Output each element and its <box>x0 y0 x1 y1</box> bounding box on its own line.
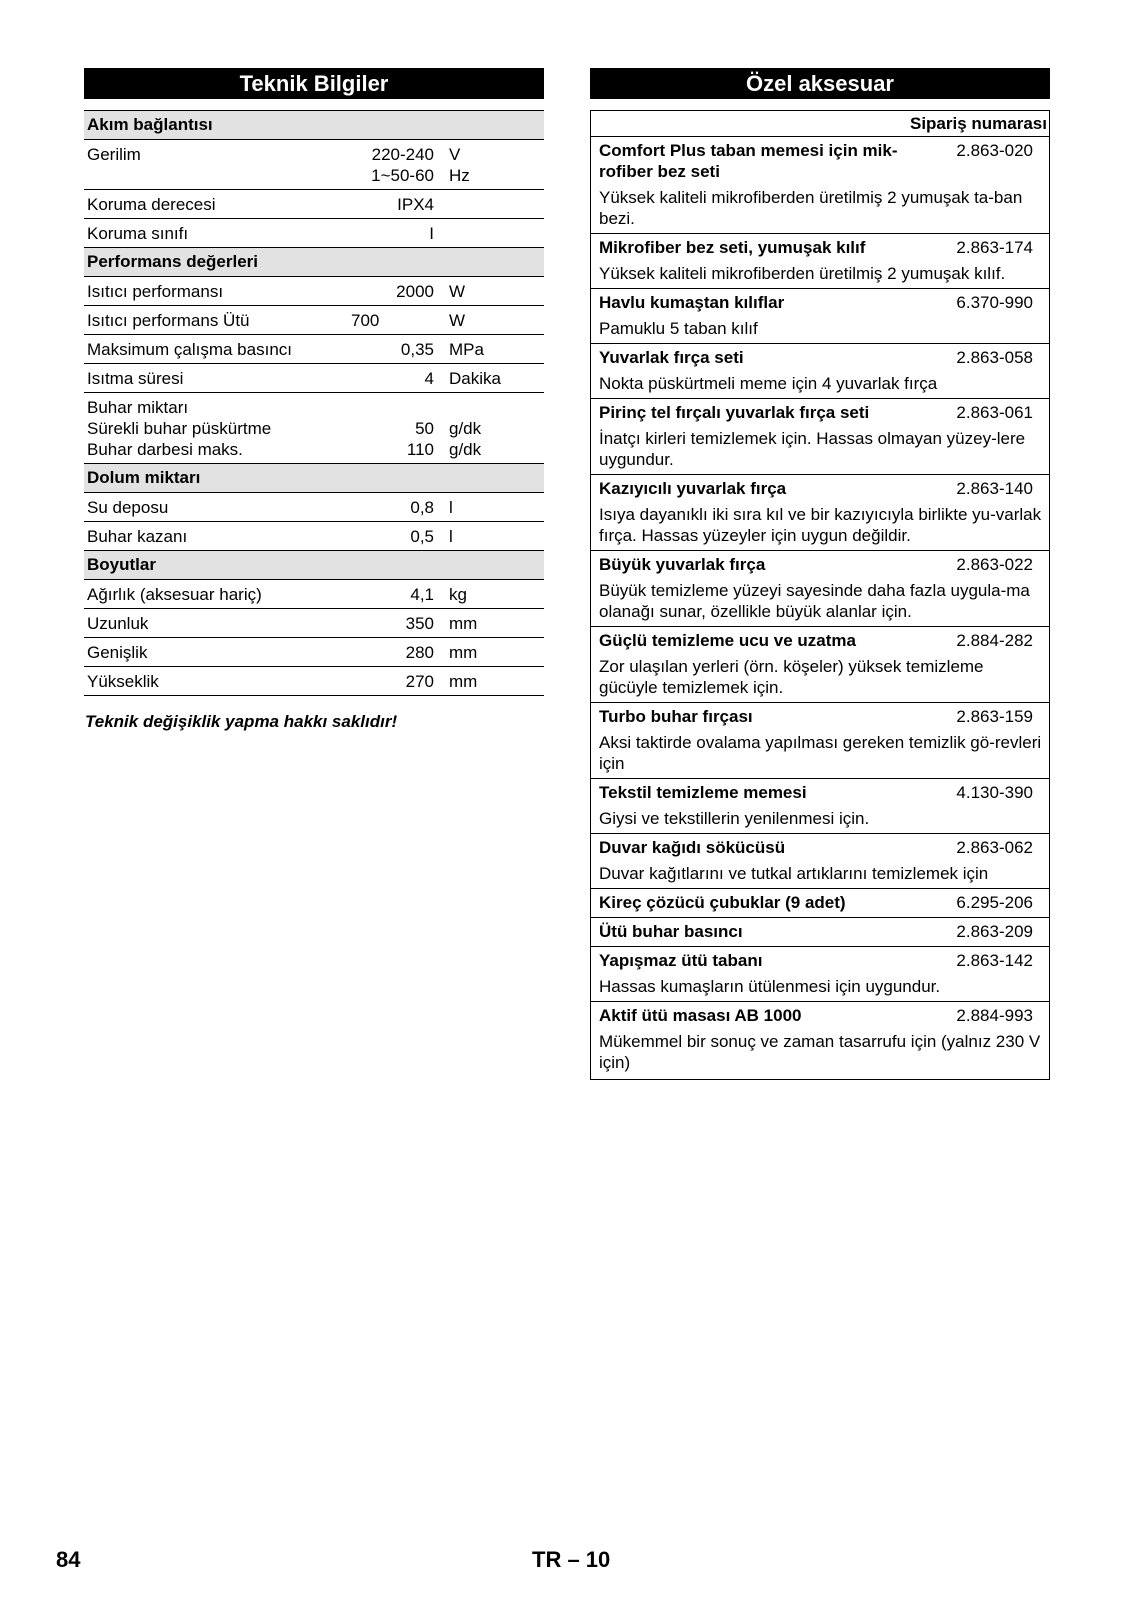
accessory-item <box>591 1002 1049 1079</box>
accessories-list <box>591 137 1049 1079</box>
accessory-item <box>591 834 1049 889</box>
row-protection-degree <box>84 190 544 219</box>
weight-value: 4,1 <box>410 585 434 604</box>
max-pressure-unit: MPa <box>449 340 484 359</box>
weight-unit: kg <box>449 585 467 604</box>
row-iron-power <box>84 306 544 335</box>
accessory-order-number: 2.863-061 <box>956 403 1033 422</box>
accessory-description: Giysi ve tekstillerin yenilenmesi için. <box>599 809 870 828</box>
section-performance: Performans değerleri <box>84 248 544 277</box>
boiler-label: Buhar kazanı <box>87 527 188 546</box>
accessory-item <box>591 918 1049 947</box>
row-protection-class <box>84 219 544 248</box>
heater-power-unit: W <box>449 282 466 301</box>
accessory-description: Pamuklu 5 taban kılıf <box>599 319 758 338</box>
section-power-connection: Akım bağlantısı <box>84 111 544 140</box>
heater-power-label: Isıtıcı performansı <box>87 282 224 301</box>
voltage-label: Gerilim <box>87 145 141 164</box>
technical-data-column <box>84 68 544 732</box>
heating-time-value: 4 <box>424 369 434 388</box>
accessory-order-number: 2.863-209 <box>956 922 1033 941</box>
continuous-steam-value: 50 <box>415 419 434 438</box>
accessory-description: Zor ulaşılan yerleri (örn. köşeler) yüksek temizleme gücüyle temizlemek için. <box>599 657 984 697</box>
accessory-name: Duvar kağıdı sökücüsü <box>599 838 786 857</box>
accessory-item <box>591 137 1049 234</box>
row-heater-power <box>84 277 544 306</box>
accessory-description: İnatçı kirleri temizlemek için. Hassas olmayan yüzey-lere uygundur. <box>599 429 1026 469</box>
order-number-header: Sipariş numarası <box>591 111 1049 137</box>
accessory-name: Yuvarlak fırça seti <box>599 348 744 367</box>
accessory-name: Ütü buhar basıncı <box>599 922 743 941</box>
max-pressure-label: Maksimum çalışma basıncı <box>87 340 292 359</box>
accessory-name: Comfort Plus taban memesi için mik-rofiber bez seti <box>599 141 898 181</box>
accessory-item <box>591 289 1049 344</box>
accessory-order-number: 2.884-993 <box>956 1006 1033 1025</box>
accessory-name: Kireç çözücü çubuklar (9 adet) <box>599 893 846 912</box>
row-water-tank <box>84 493 544 522</box>
row-weight <box>84 580 544 609</box>
accessory-item <box>591 344 1049 399</box>
accessory-order-number: 2.863-062 <box>956 838 1033 857</box>
accessory-description: Duvar kağıtlarını ve tutkal artıklarını temizlemek için <box>599 864 989 883</box>
length-value: 350 <box>405 614 434 633</box>
page-number: 84 <box>56 1547 81 1572</box>
page-reference: TR – 10 <box>532 1547 611 1572</box>
accessory-name: Kazıyıcılı yuvarlak fırça <box>599 479 787 498</box>
accessory-order-number: 2.884-282 <box>956 631 1033 650</box>
row-width <box>84 638 544 667</box>
length-label: Uzunluk <box>87 614 149 633</box>
row-boiler <box>84 522 544 551</box>
boiler-unit: l <box>449 527 453 546</box>
weight-label: Ağırlık (aksesuar hariç) <box>87 585 262 604</box>
steam-burst-value: 110 <box>406 440 434 459</box>
accessory-order-number: 2.863-174 <box>956 238 1033 257</box>
water-tank-value: 0,8 <box>410 498 434 517</box>
width-value: 280 <box>405 643 434 662</box>
width-label: Genişlik <box>87 643 148 662</box>
accessory-description: Aksi taktirde ovalama yapılması gereken temizlik gö-revleri için <box>599 733 1042 773</box>
length-unit: mm <box>449 614 478 633</box>
technical-data-table <box>84 110 544 696</box>
accessory-description: Yüksek kaliteli mikrofiberden üretilmiş 2 yumuşak kılıf. <box>599 264 1006 283</box>
iron-power-label: Isıtıcı performans Ütü <box>87 311 250 330</box>
heater-power-value: 2000 <box>396 282 434 301</box>
steam-burst-label: Buhar darbesi maks. <box>87 440 243 459</box>
accessory-description: Nokta püskürtmeli meme için 4 yuvarlak fırça <box>599 374 938 393</box>
voltage-value: 220-240 <box>371 145 434 164</box>
accessory-description: Isıya dayanıklı iki sıra kıl ve bir kazıyıcıyla birlikte yu-varlak fırça. Hassas yüzeyler için uygun değildir. <box>599 505 1042 545</box>
accessory-item <box>591 475 1049 551</box>
accessory-item <box>591 779 1049 834</box>
accessory-order-number: 6.370-990 <box>956 293 1033 312</box>
protection-class-label: Koruma sınıfı <box>87 224 189 243</box>
frequency-value: 1~50-60 <box>371 166 434 185</box>
accessory-name: Mikrofiber bez seti, yumuşak kılıf <box>599 238 866 257</box>
accessory-order-number: 6.295-206 <box>956 893 1033 912</box>
accessory-name: Güçlü temizleme ucu ve uzatma <box>599 631 856 650</box>
max-pressure-value: 0,35 <box>400 340 434 359</box>
accessory-description: Mükemmel bir sonuç ve zaman tasarrufu için (yalnız 230 V için) <box>599 1032 1041 1072</box>
accessories-column <box>590 68 1050 1080</box>
row-steam-amount <box>84 393 544 464</box>
accessory-description: Büyük temizleme yüzeyi sayesinde daha fazla uygula-ma olanağı sunar, özellikle büyük alanlar için. <box>599 581 1030 621</box>
protection-class-value: I <box>429 224 434 243</box>
accessory-name: Aktif ütü masası AB 1000 <box>599 1006 802 1025</box>
accessory-name: Turbo buhar fırçası <box>599 707 753 726</box>
accessory-name: Pirinç tel fırçalı yuvarlak fırça seti <box>599 403 870 422</box>
accessories-table <box>590 110 1050 1080</box>
accessory-item <box>591 234 1049 289</box>
accessory-description: Yüksek kaliteli mikrofiberden üretilmiş 2 yumuşak ta-ban bezi. <box>599 188 1023 228</box>
voltage-unit: V <box>449 145 461 164</box>
iron-power-value: 700 <box>351 311 380 330</box>
section-fill-quantity: Dolum miktarı <box>84 464 544 493</box>
accessory-item <box>591 627 1049 703</box>
technical-data-title: Teknik Bilgiler <box>84 68 544 99</box>
accessory-order-number: 2.863-142 <box>956 951 1033 970</box>
row-max-pressure <box>84 335 544 364</box>
iron-power-unit: W <box>449 311 466 330</box>
height-label: Yükseklik <box>87 672 159 691</box>
accessory-name: Havlu kumaştan kılıflar <box>599 293 785 312</box>
accessory-order-number: 2.863-058 <box>956 348 1033 367</box>
section-dimensions: Boyutlar <box>84 551 544 580</box>
accessory-order-number: 2.863-159 <box>956 707 1033 726</box>
height-value: 270 <box>405 672 434 691</box>
water-tank-unit: l <box>449 498 453 517</box>
continuous-steam-label: Sürekli buhar püskürtme <box>87 419 272 438</box>
accessory-name: Tekstil temizleme memesi <box>599 783 807 802</box>
row-heating-time <box>84 364 544 393</box>
row-voltage <box>84 140 544 190</box>
accessory-description: Hassas kumaşların ütülenmesi için uygundur. <box>599 977 941 996</box>
row-length <box>84 609 544 638</box>
height-unit: mm <box>449 672 478 691</box>
accessory-order-number: 2.863-020 <box>956 141 1033 160</box>
technical-changes-note: Teknik değişiklik yapma hakkı saklıdır! <box>85 712 398 731</box>
accessory-item <box>591 947 1049 1002</box>
water-tank-label: Su deposu <box>87 498 169 517</box>
accessory-item <box>591 399 1049 475</box>
steam-amount-label: Buhar miktarı <box>87 398 189 417</box>
accessory-item <box>591 703 1049 779</box>
accessory-item <box>591 551 1049 627</box>
continuous-steam-unit: g/dk <box>449 419 482 438</box>
accessory-name: Büyük yuvarlak fırça <box>599 555 766 574</box>
protection-degree-value: IPX4 <box>397 195 434 214</box>
accessory-item <box>591 889 1049 918</box>
heating-time-label: Isıtma süresi <box>87 369 184 388</box>
accessory-order-number: 2.863-022 <box>956 555 1033 574</box>
accessory-order-number: 2.863-140 <box>956 479 1033 498</box>
protection-degree-label: Koruma derecesi <box>87 195 216 214</box>
width-unit: mm <box>449 643 478 662</box>
boiler-value: 0,5 <box>410 527 434 546</box>
steam-burst-unit: g/dk <box>449 440 482 459</box>
frequency-unit: Hz <box>449 166 470 185</box>
row-height <box>84 667 544 696</box>
accessories-title: Özel aksesuar <box>590 68 1050 99</box>
accessory-name: Yapışmaz ütü tabanı <box>599 951 763 970</box>
heating-time-unit: Dakika <box>449 369 501 388</box>
accessory-order-number: 4.130-390 <box>956 783 1033 802</box>
